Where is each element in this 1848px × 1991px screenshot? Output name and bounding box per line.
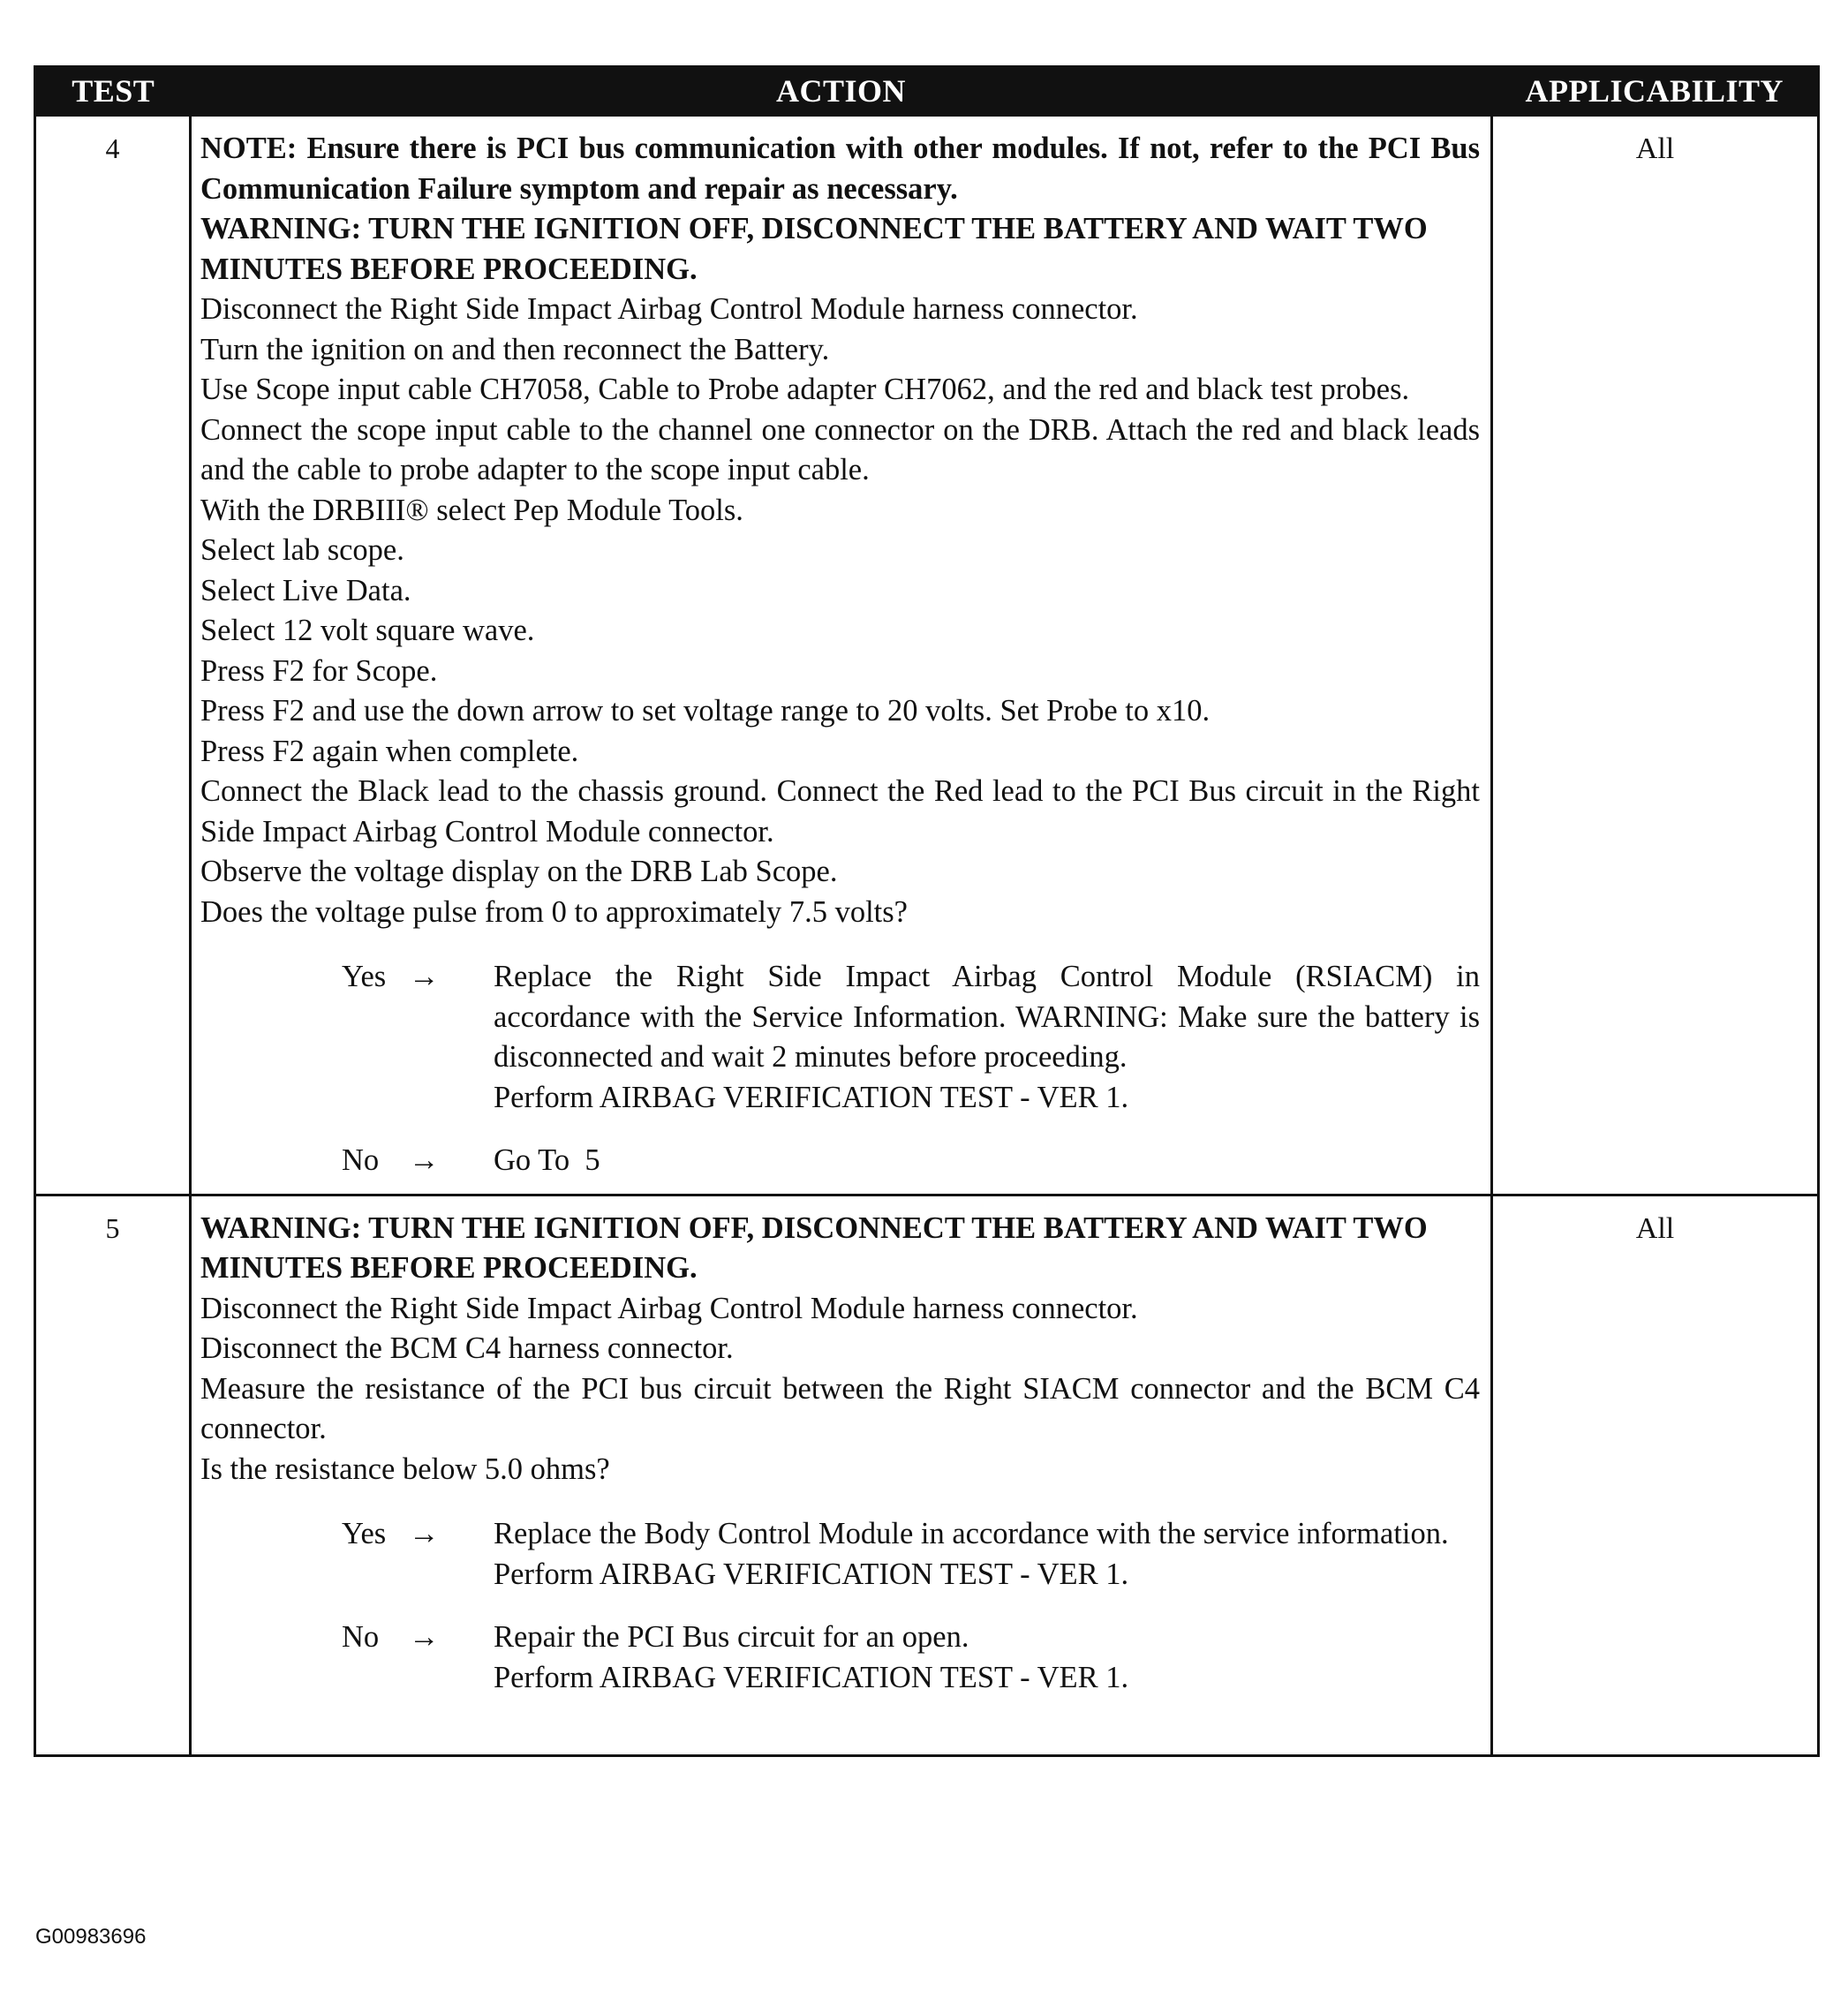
note-text: NOTE: Ensure there is PCI bus communication with other modules. If not, refer to the PCI Bus Communication Failure symptom and repair as necessary.	[200, 132, 1480, 206]
step-text: Measure the resistance of the PCI bus circuit between the Right SIACM connector and the BCM C4 connector.	[200, 1371, 1480, 1445]
right-arrow-icon: →	[409, 1143, 440, 1177]
result-line: Go To 5	[494, 1143, 600, 1177]
table-row	[35, 116, 1819, 1195]
warning-text: WARNING: TURN THE IGNITION OFF, DISCONNECT THE BATTERY AND WAIT TWO MINUTES BEFORE PROCEEDING.	[200, 1210, 1428, 1285]
outcome-label: No	[342, 1143, 380, 1177]
warning-text: WARNING: TURN THE IGNITION OFF, DISCONNECT THE BATTERY AND WAIT TWO MINUTES BEFORE PROCEEDING.	[200, 212, 1428, 286]
outcome-yes	[342, 1514, 1480, 1595]
step-text: Select 12 volt square wave.	[200, 614, 535, 647]
figure-id: G00983696	[35, 1925, 147, 1949]
result-line: Replace the Body Control Module in accordance with the service information.	[494, 1517, 1449, 1550]
outcome-result	[494, 1514, 1480, 1595]
outcome-label: No	[342, 1620, 380, 1654]
header-applicability: APPLICABILITY	[1492, 67, 1819, 116]
diagnostic-test-table	[34, 65, 1820, 1757]
step-text: Disconnect the Right Side Impact Airbag Control Module harness connector.	[200, 1291, 1138, 1325]
table-row	[35, 1195, 1819, 1755]
step-text: Press F2 for Scope.	[200, 653, 438, 688]
outcome-label: Yes	[342, 1517, 387, 1550]
applicability-value: All	[1492, 1195, 1819, 1755]
question-text: Is the resistance below 5.0 ohms?	[200, 1452, 610, 1486]
right-arrow-icon: →	[409, 1620, 440, 1654]
step-text: With the DRBIII® select Pep Module Tools.	[200, 493, 743, 527]
step-text: Select Live Data.	[200, 573, 411, 607]
action-cell	[191, 1195, 1492, 1755]
step-text: Disconnect the BCM C4 harness connector.	[200, 1331, 734, 1365]
step-text: Press F2 again when complete.	[200, 734, 579, 768]
result-line: Perform AIRBAG VERIFICATION TEST - VER 1.	[494, 1660, 1129, 1694]
outcome-no	[342, 1618, 1480, 1698]
step-text: Select lab scope.	[200, 533, 404, 567]
outcome-result	[494, 1141, 1480, 1181]
right-arrow-icon: →	[409, 1517, 440, 1550]
test-number: 5	[35, 1195, 191, 1755]
header-action: ACTION	[191, 67, 1492, 116]
table-header-row	[35, 67, 1819, 116]
outcome-result	[494, 1618, 1480, 1698]
step-text: Use Scope input cable CH7058, Cable to Probe adapter CH7062, and the red and black test probes.	[200, 373, 1410, 406]
applicability-value: All	[1492, 116, 1819, 1195]
outcome-label: Yes	[342, 960, 387, 993]
result-line: Repair the PCI Bus circuit for an open.	[494, 1620, 969, 1654]
outcome-no	[342, 1141, 1480, 1181]
question-text: Does the voltage pulse from 0 to approximately 7.5 volts?	[200, 894, 908, 929]
outcome-result	[494, 957, 1480, 1118]
action-cell	[191, 116, 1492, 1195]
step-text: Observe the voltage display on the DRB Lab Scope.	[200, 855, 838, 888]
step-text: Connect the scope input cable to the channel one connector on the DRB. Attach the red and black leads and the cable to probe adapter to the scope input cable.	[200, 412, 1480, 486]
test-number: 4	[35, 116, 191, 1195]
step-text: Turn the ignition on and then reconnect the Battery.	[200, 332, 830, 366]
step-text: Disconnect the Right Side Impact Airbag Control Module harness connector.	[200, 292, 1138, 326]
result-line: Perform AIRBAG VERIFICATION TEST - VER 1.	[494, 1557, 1129, 1591]
step-text: Connect the Black lead to the chassis ground. Connect the Red lead to the PCI Bus circuit in the Right Side Impact Airbag Control Module connector.	[200, 774, 1480, 848]
outcome-yes	[342, 957, 1480, 1118]
header-test: TEST	[35, 67, 191, 116]
result-line: Perform AIRBAG VERIFICATION TEST - VER 1.	[494, 1080, 1129, 1114]
step-text: Press F2 and use the down arrow to set voltage range to 20 volts. Set Probe to x10.	[200, 694, 1211, 728]
right-arrow-icon: →	[409, 960, 440, 993]
result-line: Replace the Right Side Impact Airbag Control Module (RSIACM) in accordance with the Service Information. WARNING: Make sure the battery is disconnected and wait 2 minutes before proceeding.	[494, 960, 1480, 1074]
